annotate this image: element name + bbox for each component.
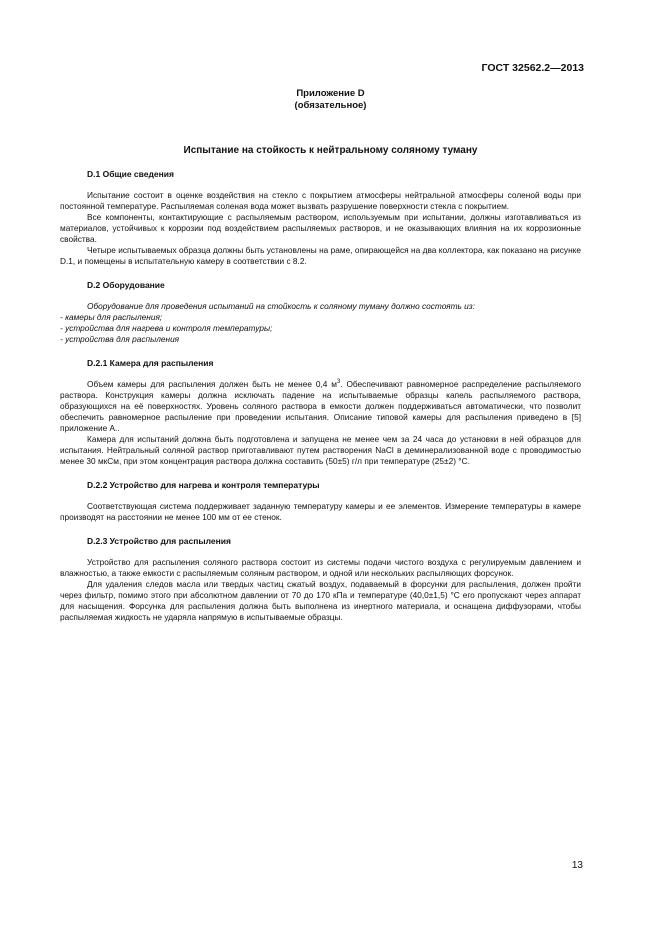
paragraph: Все компоненты, контактирующие с распыляемым раствором, используемым при испытании, должны изготавливаться из материалов, устойчивых к коррозии под воздействием распыляемых растворов, и не оказывающих влияния на их коррозионные свойства. [60,212,581,244]
list-item: - устройства для нагрева и контроля температуры; [60,323,273,333]
paragraph: Устройство для распыления соляного раствора состоит из системы подачи чистого воздуха с регулируемым давлением и влажностью, а также емкости с распыляемым соляным раствором, и одной или нескольких распыляющих форсунок. [60,557,581,578]
section-heading-d22: D.2.2 Устройство для нагрева и контроля температуры [87,480,320,490]
annex-status: (обязательное) [294,100,367,111]
paragraph: Камера для испытаний должна быть подготовлена и запущена не менее чем за 24 часа до установки в ней образцов для испытания. Нейтральный соляной раствор приготавливают путем растворения NaCl в деминерализованной воде с проводимостью менее 30 мкСм, при этом концентрация раствора должна составить (50±5) г/л при температуре (25±2) °С. [60,434,581,466]
section-heading-d2: D.2 Оборудование [87,280,165,290]
paragraph: Четыре испытываемых образца должны быть установлены на раме, опирающейся на два коллектора, как показано на рисунке D.1, и помещены в испытательную камеру в соответствии с 8.2. [60,245,581,266]
page-number: 13 [571,860,583,871]
paragraph: Оборудование для проведения испытаний на стойкость к соляному туману должно состоять из: [87,301,475,311]
list-item: - камеры для распыления; [60,312,163,322]
paragraph: Соответствующая система поддерживает заданную температуру камеры и ее элементов. Измерение температуры в камере производят на расстоянии не менее 100 мм от ее стенок. [60,501,581,522]
text-run: Объем камеры для распыления должен быть не менее 0,4 м [87,379,337,389]
document-body [60,169,581,623]
text-run: . Обеспечивают равномерное распределение распыляемого раствора. Конструкция камеры должна исключать падение на испытываемые образцы капель распыляемого раствора, образующихся на её поверхностях. Уровень соляного раствора в емкости должен поддерживаться автоматически, что позволит обеспечить равномерное распыление при проведении испытания. Описание типовой камеры для распыления приведено в [5] приложение А.. [60,379,581,433]
paragraph [60,379,581,434]
list-item: - устройства для распыления [60,334,180,344]
paragraph: Для удаления следов масла или твердых частиц сжатый воздух, подаваемый в форсунки для распыления, должен пройти через фильтр, помимо этого при абсолютном давлении от 70 до 170 кПа и температуре (40,0±1,5) °С его пропускают через аппарат для насыщения. Форсунка для распыления должна быть выполнена из инертного материала, и оснащена диффузорами, чтобы распыляемая жидкость не ударяла напрямую в испытываемые образцы. [60,579,581,622]
paragraph: Испытание состоит в оценке воздействия на стекло с покрытием атмосферы нейтральной атмосферы соленой воды при постоянной температуре. Распыляемая соленая вода может вызвать разрушение поверхности стекла с покрытием. [60,190,581,211]
superscript: 3 [336,379,341,386]
section-heading-d23: D.2.3 Устройство для распыления [87,536,231,546]
section-heading-d21: D.2.1 Камера для распыления [87,358,214,368]
annex-title: Испытание на стойкость к нейтральному соляному туману [183,145,478,156]
annex-heading [0,88,661,112]
annex-label: Приложение D [296,88,365,99]
doc-code: ГОСТ 32562.2—2013 [481,62,584,74]
section-heading-d1: D.1 Общие сведения [87,169,174,179]
